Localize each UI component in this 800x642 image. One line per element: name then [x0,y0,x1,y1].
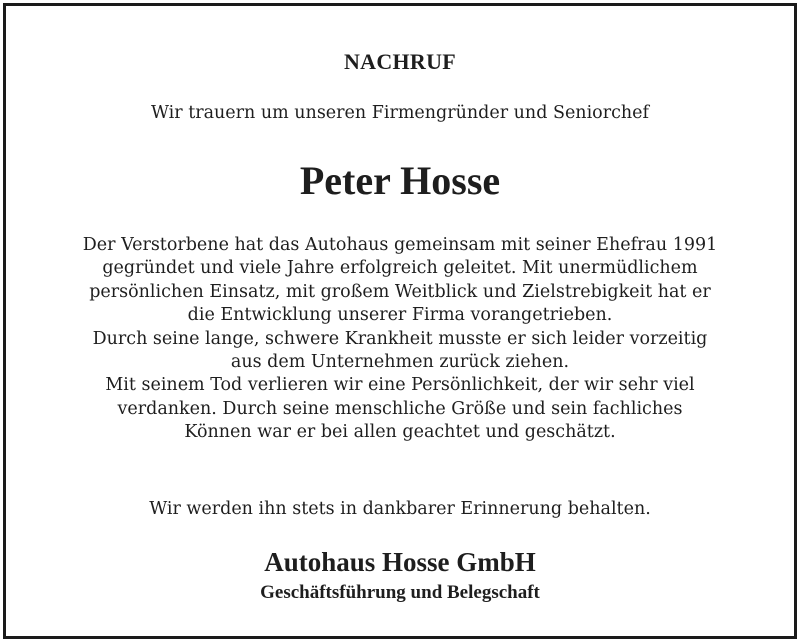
obituary-body [16,234,784,445]
body-line: Durch seine lange, schwere Krankheit musste er sich leider vorzeitig [92,328,708,349]
body-line: die Entwicklung unserer Firma vorangetrieben. [187,305,613,326]
body-line: Mit seinem Tod verlieren wir eine Persönlichkeit, der wir sehr viel [105,375,695,396]
closing-line: Wir werden ihn stets in dankbarer Erinnerung behalten. [149,499,651,519]
body-line: persönlichen Einsatz, mit großem Weitblick und Zielstrebigkeit hat er [89,281,711,302]
body-line: aus dem Unternehmen zurück ziehen. [230,352,570,373]
signatories: Geschäftsführung und Belegschaft [260,582,540,603]
company-name: Autohaus Hosse GmbH [264,547,536,577]
obituary-notice [3,3,797,639]
body-line: verdanken. Durch seine menschliche Größe und sein fachliches [117,398,683,419]
body-line: Können war er bei allen geachtet und geschätzt. [184,422,616,443]
deceased-name: Peter Hosse [299,158,501,203]
body-line: gegründet und viele Jahre erfolgreich geleitet. Mit unermüdlichem [102,258,698,279]
body-line: Der Verstorbene hat das Autohaus gemeinsam mit seiner Ehefrau 1991 [82,235,718,255]
intro-line: Wir trauern um unseren Firmengründer und Seniorchef [151,103,649,123]
notice-heading: NACHRUF [343,49,457,74]
